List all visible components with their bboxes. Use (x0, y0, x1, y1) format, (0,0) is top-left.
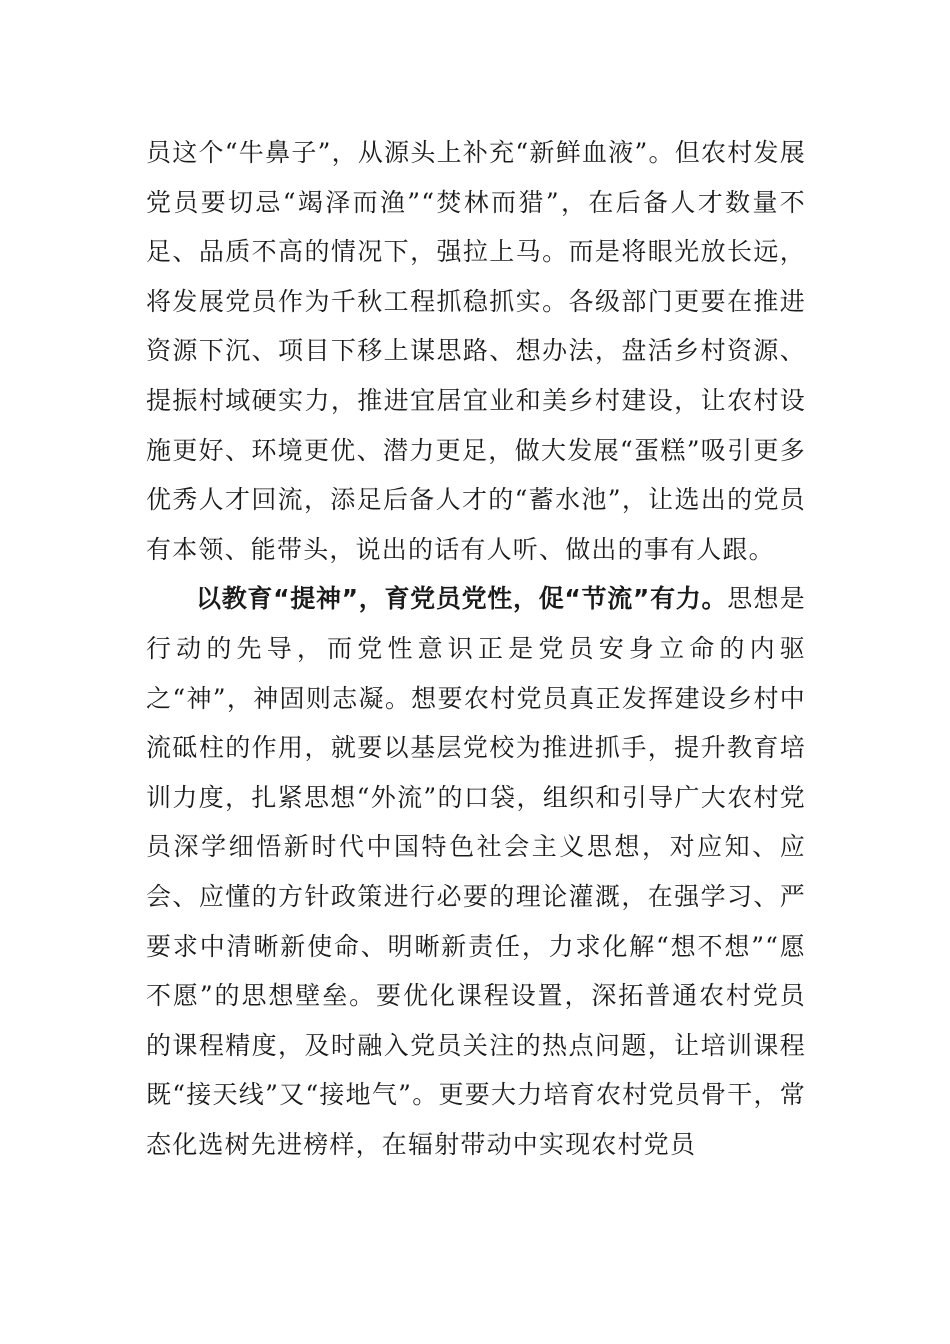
paragraph-continued (146, 128, 806, 574)
document-body (146, 128, 806, 1169)
paragraph-body: 思想是行动的先导，而党性意识正是党员安身立命的内驱之“神”，神固则志凝。想要农村党员真正发挥建设乡村中流砥柱的作用，就要以基层党校为推进抓手，提升教育培训力度，扎紧思想“外流”的口袋，组织和引导广大农村党员深学细悟新时代中国特色社会主义思想，对应知、应会、应懂的方针政策进行必要的理论灌溉，在强学习、严要求中清晰新使命、明晰新责任，力求化解“想不想”“愿不愿”的思想壁垒。要优化课程设置，深拓普通农村党员的课程精度，及时融入党员关注的热点问题，让培训课程既“接天线”又“接地气”。更要大力培育农村党员骨干，常态化选树先进榜样，在辐射带动中实现农村党员 (146, 584, 806, 1159)
paragraph-lead-heading: 以教育“提神”，育党员党性，促“节流”有力。 (196, 584, 728, 614)
paragraph-body: 员这个“牛鼻子”，从源头上补充“新鲜血液”。但农村发展党员要切忌“竭泽而渔”“焚林而猎”，在后备人才数量不足、品质不高的情况下，强拉上马。而是将眼光放长远，将发展党员作为千秋工程抓稳抓实。各级部门更要在推进资源下沉、项目下移上谋思路、想办法，盘活乡村资源、提振村域硬实力，推进宜居宜业和美乡村建设，让农村设施更好、环境更优、潜力更足，做大发展“蛋糕”吸引更多优秀人才回流，添足后备人才的“蓄水池”，让选出的党员有本领、能带头，说出的话有人听、做出的事有人跟。 (146, 138, 806, 564)
paragraph-education (146, 574, 806, 1169)
